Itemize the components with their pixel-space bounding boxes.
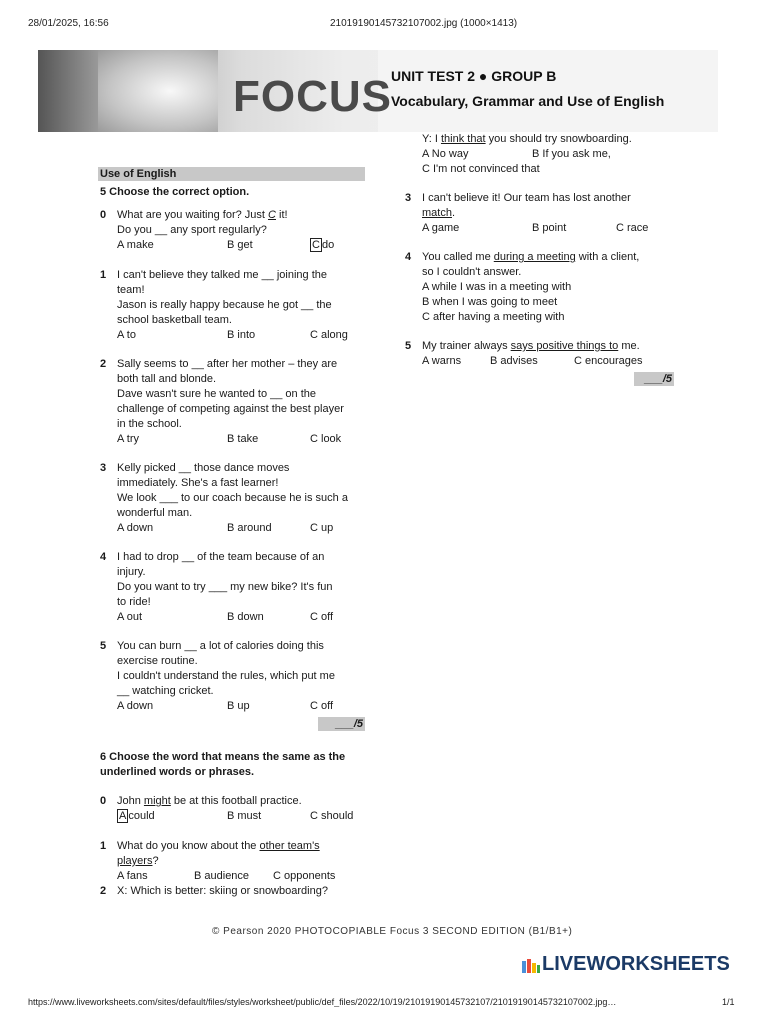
option-c[interactable]: C off [310, 611, 334, 623]
question-text: Sally seems to __ after her mother – they are [117, 358, 338, 370]
liveworksheets-mark-icon [522, 959, 540, 973]
option-a[interactable]: A while I was in a meeting with [422, 281, 572, 293]
option-b[interactable]: B up [227, 700, 250, 712]
exercise-5-score[interactable]: ___/5 [318, 717, 365, 731]
question-text: both tall and blonde. [117, 373, 217, 385]
question-number: 5 [405, 340, 412, 352]
question-text: You can burn __ a lot of calories doing this [117, 640, 324, 652]
exercise-5-title: 5 Choose the correct option. [100, 186, 250, 198]
option-a[interactable]: A No way [422, 148, 469, 160]
question-text: X: Which is better: skiing or snowboarding? [117, 885, 328, 897]
option-c[interactable]: C look [310, 433, 342, 445]
question-text: team! [117, 284, 145, 296]
exercise-6-title: underlined words or phrases. [100, 766, 255, 778]
question-text: immediately. She's a fast learner! [117, 477, 279, 489]
question-number: 3 [100, 462, 107, 474]
print-page-number: 1/1 [722, 997, 735, 1007]
answer-box: A [119, 810, 127, 822]
section-heading: Use of English [98, 167, 365, 181]
option-c[interactable]: C encourages [574, 355, 643, 367]
option-a[interactable]: A to [117, 329, 136, 341]
option-c[interactable]: C after having a meeting with [422, 311, 565, 323]
question-number: 1 [100, 840, 107, 852]
option-c[interactable]: C up [310, 522, 334, 534]
question-text: You called me during a meeting with a client, [422, 251, 640, 263]
question-text: What are you waiting for? Just C it! [117, 209, 288, 221]
question-number: 0 [100, 795, 107, 807]
question-text: I can't believe it! Our team has lost another [422, 192, 631, 204]
question-number: 4 [100, 551, 107, 563]
option-b[interactable]: B when I was going to meet [422, 296, 558, 308]
option-a[interactable]: A game [422, 222, 460, 234]
option-c[interactable]: C opponents [273, 870, 336, 882]
question-number: 0 [100, 209, 107, 221]
option-b[interactable]: B advises [490, 355, 538, 367]
option-c[interactable]: C off [310, 700, 334, 712]
banner-title-area [378, 50, 718, 132]
question-text: I had to drop __ of the team because of an [117, 551, 325, 563]
question-text: Kelly picked __ those dance moves [117, 462, 290, 474]
banner-decoration [38, 50, 98, 132]
question-number: 1 [100, 269, 107, 281]
question-text: My trainer always says positive things to me. [422, 340, 640, 352]
question-text: I can't believe they talked me __ joining the [117, 269, 328, 281]
question-number: 3 [405, 192, 412, 204]
option-b[interactable]: B get [227, 239, 253, 251]
question-text: in the school. [117, 418, 182, 430]
option-a[interactable]: A down [117, 700, 154, 712]
question-number: 5 [100, 640, 107, 652]
question-text: __ watching cricket. [117, 685, 214, 697]
question-text: We look ___ to our coach because he is such a [117, 492, 348, 504]
option-b[interactable]: B take [227, 433, 259, 445]
question-text: school basketball team. [117, 314, 232, 326]
question-text: Do you __ any sport regularly? [117, 224, 267, 236]
copyright-footer: © Pearson 2020 PHOTOCOPIABLE Focus 3 SECOND EDITION (B1/B1+) [212, 926, 573, 937]
option-b[interactable]: B audience [194, 870, 250, 882]
option-a[interactable]: A try [117, 433, 140, 445]
question-text: so I couldn't answer. [422, 266, 522, 278]
question-text: What do you know about the other team's [117, 840, 320, 852]
option-b[interactable]: B into [227, 329, 256, 341]
option-c[interactable]: C race [616, 222, 649, 234]
question-number: 2 [100, 885, 107, 897]
question-number: 4 [405, 251, 412, 263]
option-a[interactable]: A down [117, 522, 154, 534]
question-text: John might be at this football practice. [117, 795, 302, 807]
option-a[interactable]: A warns [422, 355, 462, 367]
question-text: match. [422, 207, 456, 219]
print-filename: 21019190145732107002.jpg (1000×1413) [330, 18, 518, 29]
option-b[interactable]: B point [532, 222, 567, 234]
question-text: Dave wasn't sure he wanted to __ on the [117, 388, 317, 400]
banner-decoration [98, 50, 218, 132]
answer-box: C [312, 239, 320, 251]
question-text: injury. [117, 566, 146, 578]
option-a[interactable]: A make [117, 239, 154, 251]
exercise-6-score[interactable]: ___/5 [634, 372, 674, 386]
option-c[interactable]: C along [310, 329, 348, 341]
option-b[interactable]: B down [227, 611, 264, 623]
header-banner [38, 50, 718, 132]
option-a-selected[interactable]: A could [119, 810, 155, 822]
option-b[interactable]: B If you ask me, [532, 148, 611, 160]
question-text: to ride! [117, 596, 151, 608]
question-text: I couldn't understand the rules, which put me [117, 670, 335, 682]
exercise-6-title: 6 Choose the word that means the same as the [100, 751, 346, 763]
option-a[interactable]: A fans [117, 870, 148, 882]
liveworksheets-logo[interactable] [522, 953, 730, 976]
print-url: https://www.liveworksheets.com/sites/default/files/styles/worksheet/public/def_files/2022/10/19/21019190145732107/21019190145732107002.jpg… [28, 997, 617, 1007]
question-number: 2 [100, 358, 107, 370]
question-text: Y: I think that you should try snowboarding. [422, 133, 632, 145]
unit-title: UNIT TEST 2 ● GROUP B [391, 68, 557, 84]
option-c[interactable]: C should [310, 810, 354, 822]
option-c[interactable]: C I'm not convinced that [422, 163, 540, 175]
question-text: wonderful man. [117, 507, 193, 519]
question-text: challenge of competing against the best player [117, 403, 344, 415]
option-c-selected[interactable]: C do [312, 239, 335, 251]
option-b[interactable]: B must [227, 810, 262, 822]
option-b[interactable]: B around [227, 522, 272, 534]
option-a[interactable]: A out [117, 611, 143, 623]
question-text: Jason is really happy because he got __ the [117, 299, 332, 311]
print-datetime: 28/01/2025, 16:56 [28, 18, 109, 29]
question-text: Do you want to try ___ my new bike? It's fun [117, 581, 333, 593]
focus-logo: FOCUS [233, 72, 392, 121]
question-text: exercise routine. [117, 655, 198, 667]
liveworksheets-brand: LIVEWORKSHEETS [542, 953, 730, 975]
question-text: players? [117, 855, 159, 867]
unit-subtitle: Vocabulary, Grammar and Use of English [391, 93, 665, 109]
